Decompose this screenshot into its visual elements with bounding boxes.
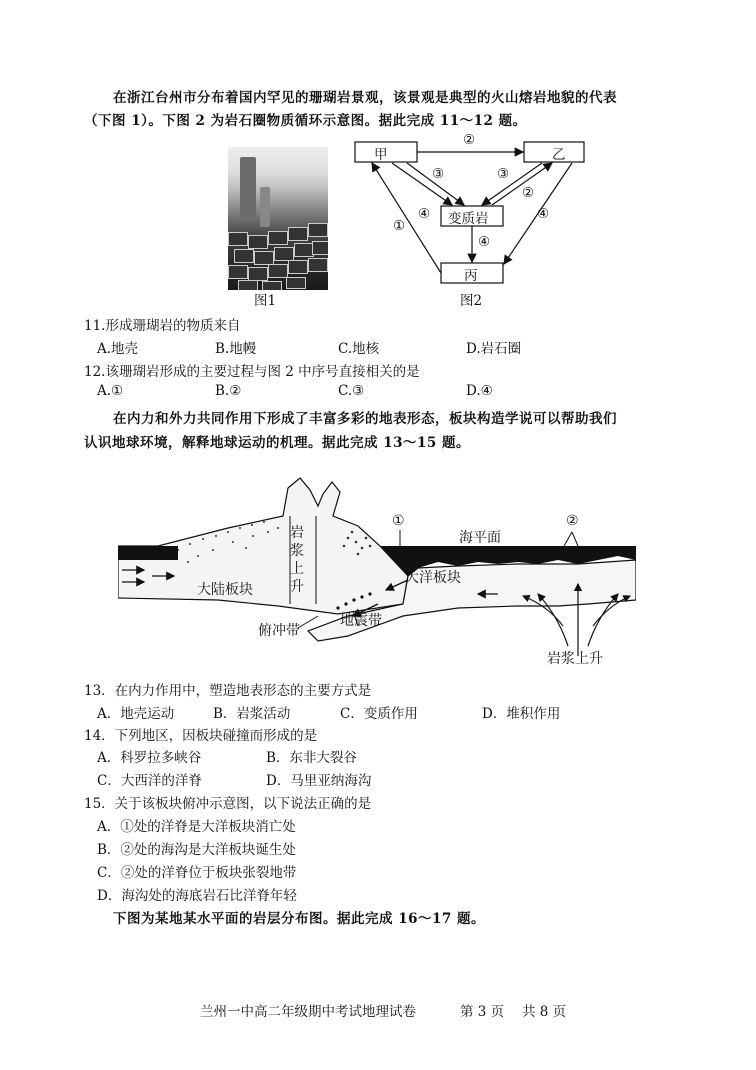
fig2-box-jia-label: 甲	[374, 147, 388, 163]
q15-option-c[interactable]: C．②处的洋脊位于板块张裂地带	[97, 865, 297, 881]
fig3-seismic-zone-label: 地震带	[340, 613, 382, 629]
q12-option-c[interactable]: C.③	[338, 383, 365, 399]
figure2-caption: 图2	[460, 293, 483, 309]
fig2-box-yi-label: 乙	[552, 147, 566, 163]
q11-option-d[interactable]: D.岩石圈	[466, 341, 522, 357]
q12-option-b[interactable]: B.②	[215, 383, 242, 399]
fig2-arrow-label-left-outer: ①	[393, 218, 406, 234]
intro-13-15-line2: 认识地球环境，解释地球运动的机理。据此完成 13～15 题。	[84, 435, 470, 451]
q14-stem: 14．下列地区，因板块碰撞而形成的是	[84, 728, 318, 744]
q13-option-b[interactable]: B．岩浆活动	[213, 706, 291, 722]
footer-title: 兰州一中高二年级期中考试地理试卷	[200, 1004, 416, 1020]
q15-option-b[interactable]: B．②处的海沟是大洋板块诞生处	[97, 842, 296, 858]
fig3-sea-level-label: 海平面	[459, 530, 501, 546]
fig3-magma-rise-vertical-label: 岩 浆 上 升	[290, 525, 304, 595]
fig3-continental-plate-label: 大陆板块	[197, 582, 253, 598]
q15-option-d[interactable]: D．海沟处的海底岩石比洋脊年轻	[97, 888, 297, 904]
fig3-marker-1: ①	[392, 513, 405, 529]
fig2-box-bianzhiyan-label: 变质岩	[448, 211, 489, 227]
q14-option-d[interactable]: D．马里亚纳海沟	[266, 773, 372, 789]
fig2-arrow-label-right-inner-upper: ③	[497, 166, 510, 182]
q13-option-a[interactable]: A．地壳运动	[97, 706, 175, 722]
fig3-magma-rise-bottom-label: 岩浆上升	[547, 651, 603, 667]
q15-option-a[interactable]: A．①处的洋脊是大洋板块消亡处	[97, 819, 296, 835]
q13-stem: 13．在内力作用中，塑造地表形态的主要方式是	[84, 683, 372, 699]
fig2-arrow-label-left-inner-lower: ④	[418, 206, 431, 222]
q12-option-d[interactable]: D.④	[466, 383, 493, 399]
figure3-plate-subduction-diagram	[118, 476, 636, 670]
q14-option-b[interactable]: B．东非大裂谷	[266, 750, 357, 766]
figure1-caption: 图1	[254, 293, 277, 309]
q15-stem: 15．关于该板块俯冲示意图，以下说法正确的是	[84, 796, 372, 812]
q13-option-d[interactable]: D．堆积作用	[482, 706, 561, 722]
figure1-photo	[228, 147, 328, 290]
intro-11-12-line1: 在浙江台州市分布着国内罕见的珊瑚岩景观，该景观是典型的火山熔岩地貌的代表	[113, 90, 617, 106]
fig2-arrow-label-right-outer: ④	[537, 206, 550, 222]
fig2-arrow-label-right-inner-lower: ②	[522, 185, 535, 201]
fig3-oceanic-plate-label: 大洋板块	[405, 570, 461, 586]
q11-stem: 11.形成珊瑚岩的物质来自	[84, 318, 241, 334]
fig2-arrow-label-top: ②	[463, 132, 476, 148]
q11-option-a[interactable]: A.地壳	[97, 341, 139, 357]
q12-stem: 12.该珊瑚岩形成的主要过程与图 2 中序号直接相关的是	[84, 364, 420, 380]
q11-option-c[interactable]: C.地核	[338, 341, 380, 357]
fig3-marker-2: ②	[566, 513, 579, 529]
intro-13-15-line1: 在内力和外力共同作用下形成了丰富多彩的地表形态，板块构造学说可以帮助我们	[113, 411, 617, 427]
fig2-arrow-label-left-inner-upper: ③	[432, 166, 445, 182]
q14-option-a[interactable]: A．科罗拉多峡谷	[97, 750, 202, 766]
fig2-arrow-label-center-down: ④	[478, 234, 491, 250]
q13-option-c[interactable]: C．变质作用	[340, 706, 418, 722]
q12-option-a[interactable]: A.①	[97, 383, 124, 399]
intro-16-17: 下图为某地某水平面的岩层分布图。据此完成 16～17 题。	[113, 911, 485, 927]
q11-option-b[interactable]: B.地幔	[215, 341, 257, 357]
fig2-box-bing-label: 丙	[464, 268, 478, 284]
footer-page: 第 3 页	[460, 1004, 505, 1020]
q14-option-c[interactable]: C．大西洋的洋脊	[97, 773, 202, 789]
intro-11-12-line2: （下图 1）。下图 2 为岩石圈物质循环示意图。据此完成 11～12 题。	[84, 113, 527, 129]
footer-total: 共 8 页	[522, 1004, 567, 1020]
fig3-subduction-zone-label: 俯冲带	[258, 623, 300, 639]
